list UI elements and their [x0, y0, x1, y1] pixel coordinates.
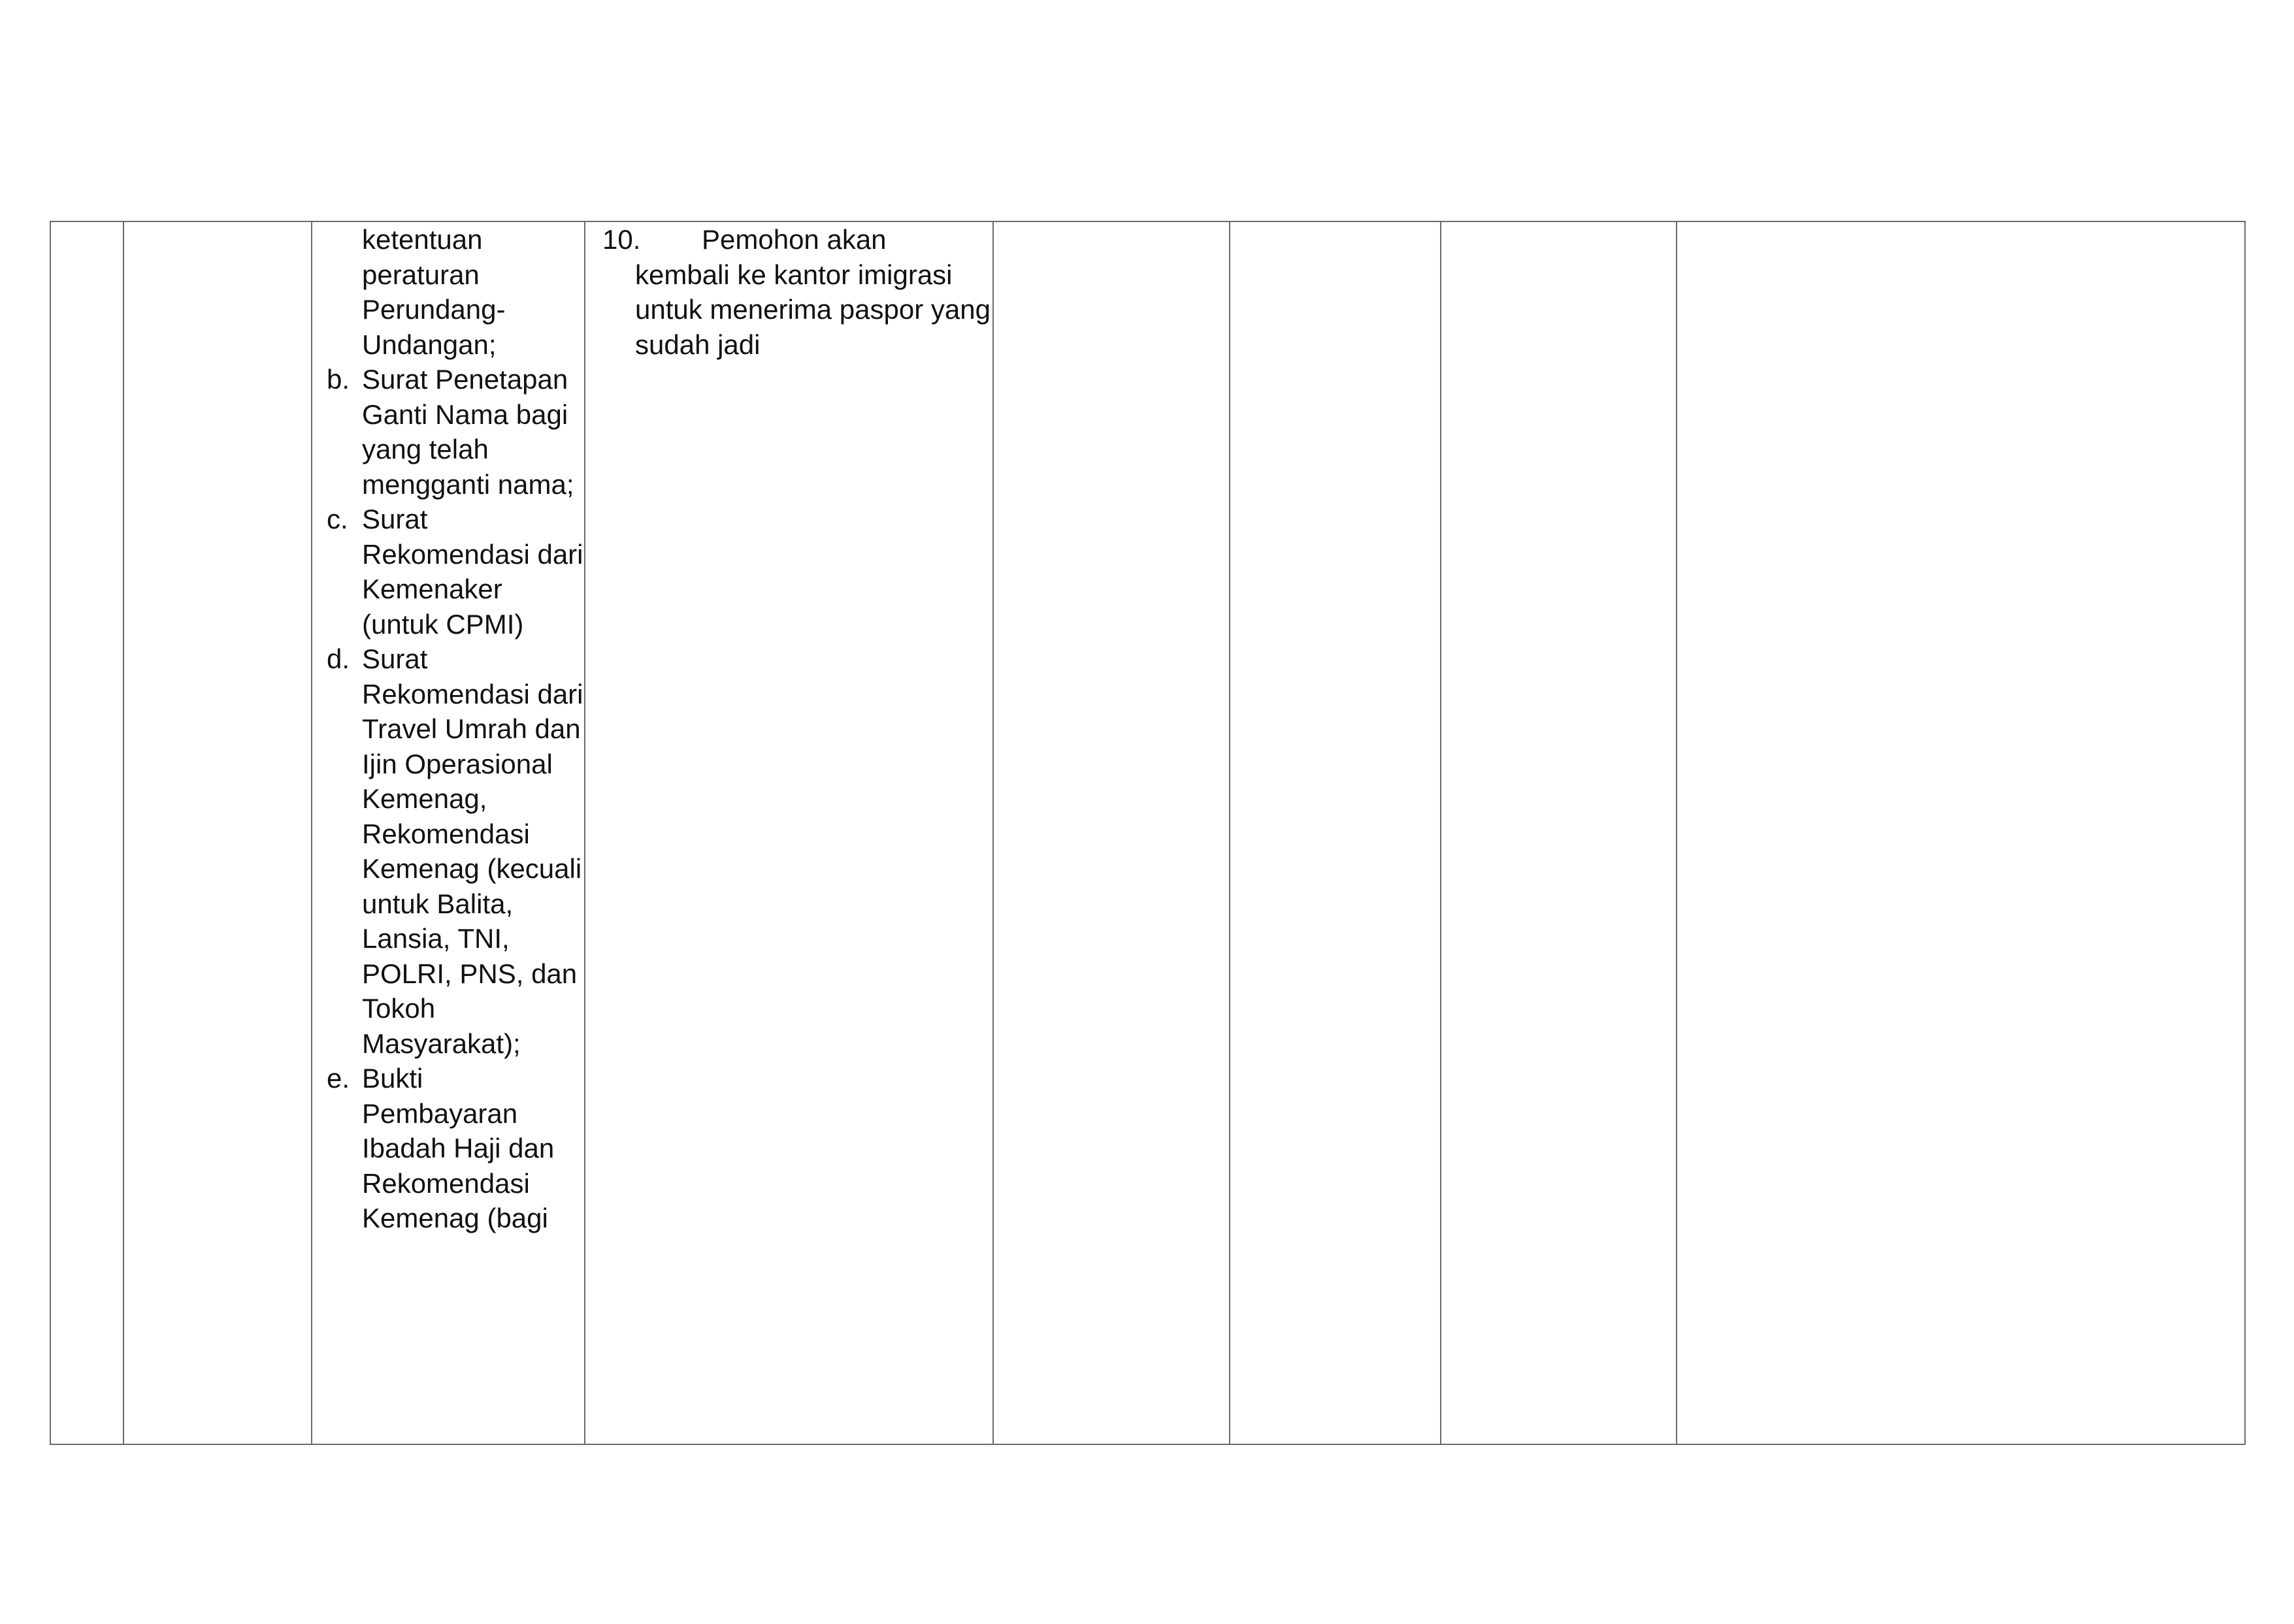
requirements-list: [312, 222, 584, 1236]
requirements-cell: [312, 221, 585, 1444]
requirement-text: Bukti Pembayaran Ibadah Haji dan Rekomendasi Kemenag (bagi: [362, 1063, 555, 1233]
procedure-cell: [585, 221, 993, 1444]
requirement-text: Surat Penetapan Ganti Nama bagi yang telah mengganti nama;: [362, 364, 574, 500]
list-item: [327, 1061, 584, 1236]
list-item: [327, 641, 584, 1061]
procedure-step: [585, 222, 992, 362]
list-marker: e.: [327, 1063, 350, 1094]
service-name-cell: [123, 221, 312, 1444]
notes-cell: [1677, 221, 2245, 1444]
list-marker: d.: [327, 643, 350, 674]
list-item: [327, 362, 584, 502]
list-marker: b.: [327, 364, 350, 395]
requirement-text: Surat Rekomendasi dari Travel Umrah dan Ijin Operasional Kemenag, Rekomendasi Kemenag (kecuali untuk Balita, Lansia, TNI, POLRI, PNS, dan Tokoh Masyarakat);: [362, 643, 583, 1059]
service-standard-table: [50, 221, 2246, 1445]
requirement-text: Surat Rekomendasi dari Kemenaker (untuk CPMI): [362, 504, 583, 640]
step-number: 10.: [602, 224, 641, 255]
step-text: kembali ke kantor imigrasi untuk menerima paspor yang sudah jadi: [635, 259, 991, 360]
table-row: [50, 221, 2245, 1444]
cost-cell: [1230, 221, 1441, 1444]
requirement-continuation-text: ketentuan peraturan Perundang-Undangan;: [362, 224, 506, 360]
list-item: [327, 222, 584, 362]
step-first-line: Pemohon akan: [702, 224, 887, 255]
list-marker: c.: [327, 504, 348, 534]
time-cell: [993, 221, 1230, 1444]
number-cell: [50, 221, 123, 1444]
product-cell: [1441, 221, 1677, 1444]
list-item: [327, 502, 584, 641]
